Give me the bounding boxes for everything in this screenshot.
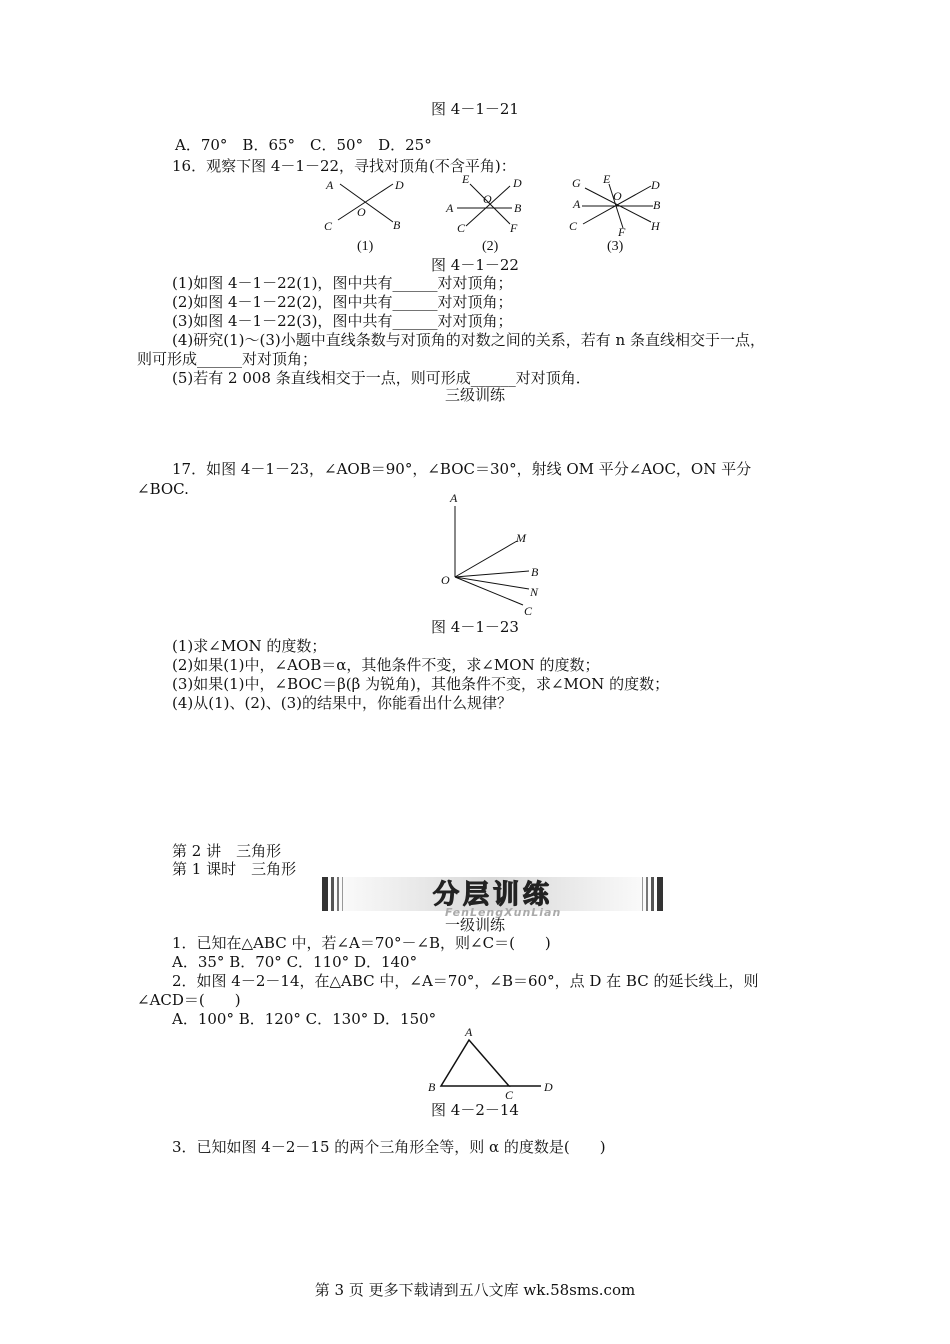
label-A: A — [326, 178, 334, 192]
q17-part2: (2)如果(1)中，∠AOB＝α，其他条件不变，求∠MON 的度数； — [172, 656, 600, 674]
banner-title: 分层训练 — [433, 880, 554, 910]
label-E: E — [603, 172, 611, 186]
q1-options: A．35° B．70° C．110° D．140° — [172, 953, 418, 971]
fig-4-1-21-caption: 图 4－1－21 — [431, 100, 519, 118]
fig-4-1-22-2 — [440, 172, 550, 252]
q3-stem: 3．已知如图 4－2－15 的两个三角形全等，则 α 的度数是( ) — [172, 1138, 606, 1156]
q15-options: A．70° B．65° C．50° D．25° — [175, 136, 432, 154]
label-A: A — [573, 197, 581, 211]
q2-options: A．100° B．120° C．130° D．150° — [172, 1010, 437, 1028]
q16-part2: (2)如图 4－1－22(2)，图中共有______对对顶角； — [172, 293, 513, 311]
label-A: A — [450, 491, 458, 505]
q2-stem-line2: ∠ACD＝( ) — [137, 991, 241, 1009]
label-C: C — [524, 604, 533, 618]
label-C: C — [457, 221, 466, 235]
label-M: M — [516, 531, 526, 545]
q17-stem-line2: ∠BOC. — [137, 480, 189, 498]
layered-training-banner — [320, 874, 665, 918]
label-G: G — [572, 176, 581, 190]
fig-4-1-22-3 — [565, 172, 695, 252]
fig-label-2: (2) — [482, 239, 499, 254]
label-D: D — [513, 176, 522, 190]
q17-part1: (1)求∠MON 的度数； — [172, 637, 327, 655]
label-D: D — [395, 178, 404, 192]
label-O: O — [483, 192, 492, 206]
label-B: B — [514, 201, 522, 215]
label-B: B — [531, 565, 539, 579]
level3-heading: 三级训练 — [444, 386, 505, 404]
q16-part4-line1: (4)研究(1)～(3)小题中直线条数与对顶角的对数之间的关系，若有 n 条直线相交于一点， — [172, 331, 765, 349]
label-B: B — [428, 1080, 436, 1094]
label-O: O — [441, 573, 450, 587]
label-O: O — [613, 189, 622, 203]
fig-4-1-23-caption: 图 4－1－23 — [431, 618, 519, 636]
label-C: C — [505, 1088, 514, 1102]
label-A: A — [446, 201, 454, 215]
fig-label-1: (1) — [357, 239, 374, 254]
label-C: C — [324, 219, 333, 233]
q16-part4-line2: 则可形成______对对顶角； — [137, 350, 318, 368]
label-D: D — [544, 1080, 553, 1094]
label-F: F — [510, 221, 518, 235]
page-footer: 第 3 页 更多下载请到五八文库 wk.58sms.com — [314, 1281, 636, 1299]
q16-stem: 16．观察下图 4－1－22，寻找对顶角(不含平角)： — [172, 157, 516, 175]
q17-stem-line1: 17．如图 4－1－23，∠AOB＝90°，∠BOC＝30°，射线 OM 平分∠AOC，ON 平分 — [172, 460, 752, 478]
lecture-title: 第 2 讲 三角形 — [172, 842, 282, 860]
fig-4-2-14 — [425, 1022, 565, 1102]
label-E: E — [462, 172, 470, 186]
q1-stem: 1．已知在△ABC 中，若∠A＝70°－∠B，则∠C＝( ) — [172, 934, 551, 952]
label-F: F — [618, 225, 626, 239]
lesson-title: 第 1 课时 三角形 — [172, 860, 297, 878]
label-H: H — [651, 219, 660, 233]
q2-stem-line1: 2．如图 4－2－14，在△ABC 中，∠A＝70°，∠B＝60°，点 D 在 BC 的延长线上，则 — [172, 972, 759, 990]
q17-part4: (4)从(1)、(2)、(3)的结果中，你能看出什么规律？ — [172, 694, 512, 712]
label-D: D — [651, 178, 660, 192]
label-O: O — [357, 205, 366, 219]
fig-label-3: (3) — [607, 239, 624, 254]
q16-part1: (1)如图 4－1－22(1)，图中共有______对对顶角； — [172, 274, 513, 292]
fig-4-1-23 — [435, 488, 575, 623]
label-B: B — [653, 198, 661, 212]
fig-4-1-22-1 — [315, 172, 425, 252]
label-N: N — [530, 585, 539, 599]
level1-heading: 一级训练 — [444, 916, 505, 934]
label-A: A — [465, 1025, 473, 1039]
q16-part3: (3)如图 4－1－22(3)，图中共有______对对顶角； — [172, 312, 513, 330]
fig-4-1-22-caption: 图 4－1－22 — [431, 256, 519, 274]
label-B: B — [393, 218, 401, 232]
banner-subtitle: FenLengXunLian — [445, 906, 562, 919]
q17-part3: (3)如果(1)中，∠BOC＝β(β 为锐角)，其他条件不变，求∠MON 的度数； — [172, 675, 670, 693]
label-C: C — [569, 219, 578, 233]
fig-4-2-14-caption: 图 4－2－14 — [431, 1101, 519, 1119]
q16-part5: (5)若有 2 008 条直线相交于一点，则可形成______对对顶角． — [172, 369, 591, 387]
